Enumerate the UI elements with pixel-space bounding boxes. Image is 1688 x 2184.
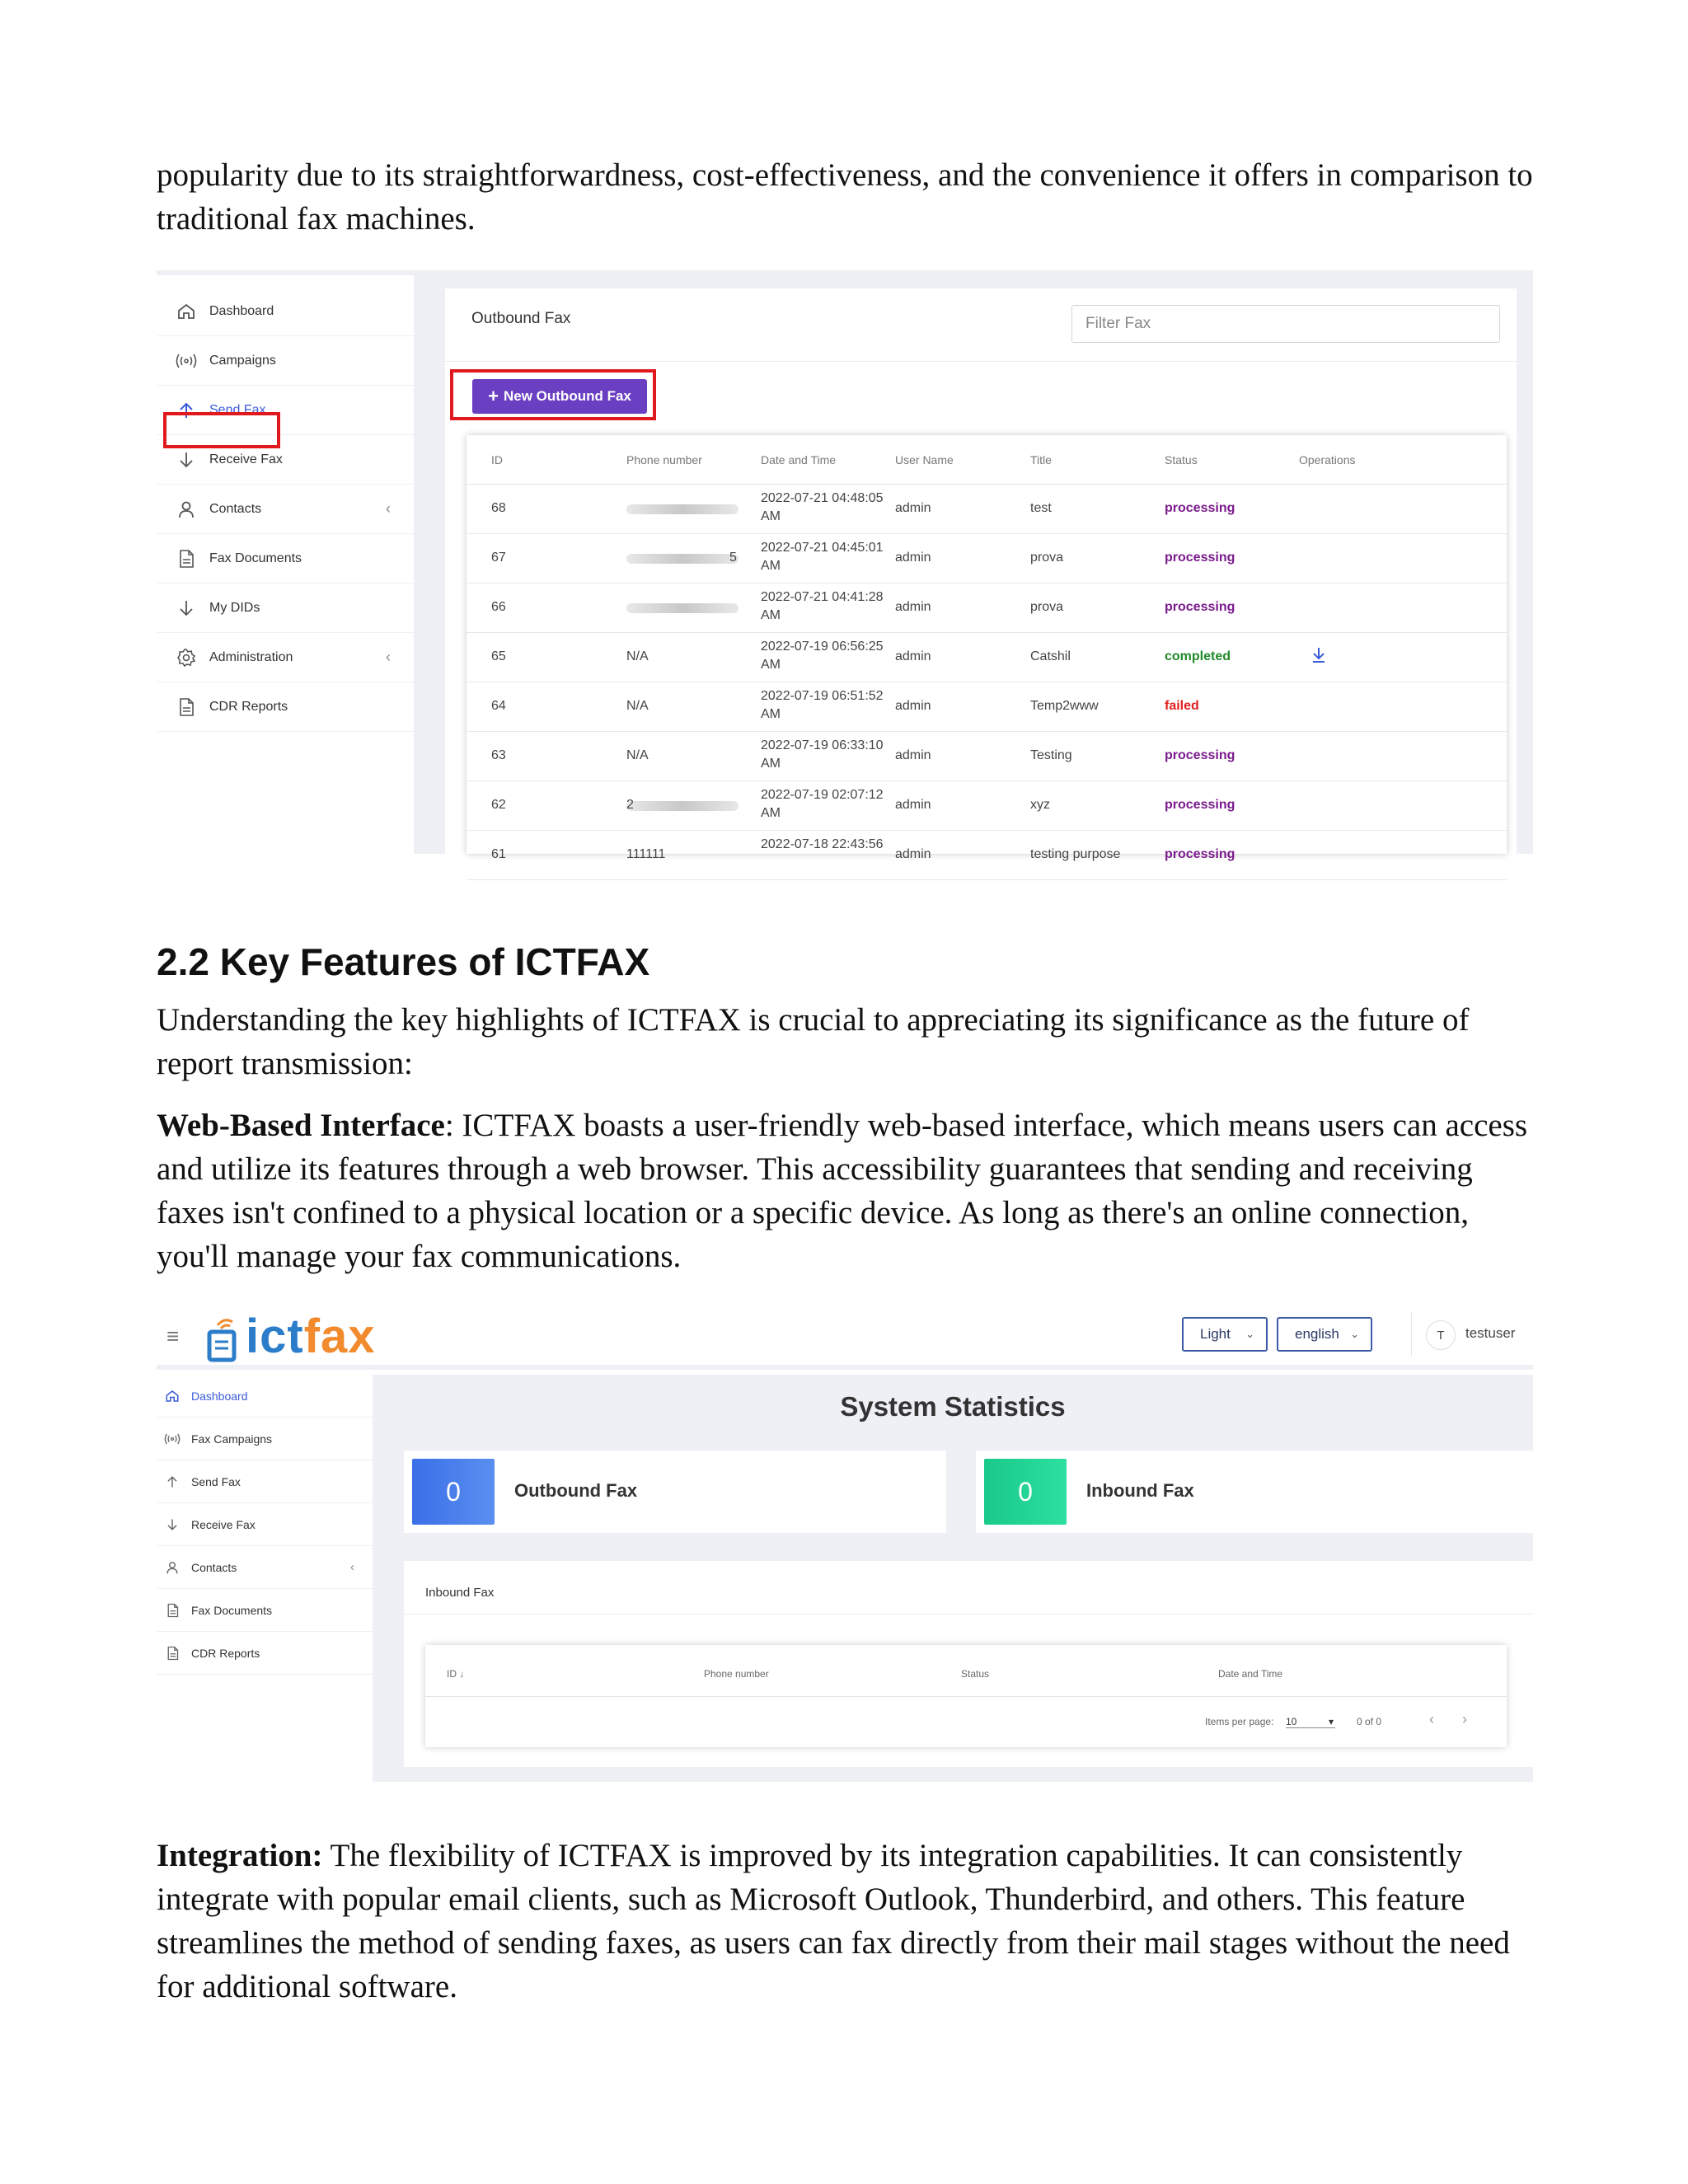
system-statistics-title: System Statistics xyxy=(840,1391,1066,1422)
filter-placeholder: Filter Fax xyxy=(1085,315,1151,332)
sidebar-item-label: Fax Documents xyxy=(191,1603,273,1617)
card-title: Outbound Fax xyxy=(471,310,571,327)
sidebar-item-dashboard[interactable] xyxy=(157,1375,373,1418)
blurred-phone xyxy=(626,554,738,564)
broadcast-icon xyxy=(175,349,198,373)
row-id: 68 xyxy=(491,501,506,515)
row-date: 2022-07-21 04:41:28 AM xyxy=(761,590,884,622)
new-outbound-fax-label: New Outbound Fax xyxy=(503,388,631,404)
row-phone: N/A xyxy=(626,649,649,663)
chevron-down-icon: ⌄ xyxy=(1245,1328,1254,1340)
broadcast-icon xyxy=(163,1430,181,1448)
row-status: failed xyxy=(1165,699,1199,713)
row-phone: 2 xyxy=(626,798,634,812)
column-header[interactable]: Status xyxy=(961,1668,990,1680)
row-date: 2022-07-21 04:48:05 AM xyxy=(761,491,884,523)
column-header[interactable]: Phone number xyxy=(626,453,702,466)
outbound-fax-table xyxy=(467,435,1507,861)
row-id: 63 xyxy=(491,748,506,762)
items-per-page-label: Items per page: xyxy=(1205,1716,1274,1727)
chevron-left-icon: ‹ xyxy=(350,1560,354,1574)
blurred-phone xyxy=(626,801,738,811)
new-outbound-fax-button[interactable] xyxy=(472,379,647,414)
sidebar-item-fax-documents[interactable] xyxy=(157,534,414,583)
download-icon[interactable] xyxy=(1311,646,1327,668)
outbound-fax-screenshot xyxy=(157,270,1533,861)
arrow-down-icon xyxy=(175,597,198,620)
theme-select[interactable] xyxy=(1182,1317,1268,1352)
sidebar-item-cdr-reports[interactable] xyxy=(157,682,414,732)
sidebar-item-label: Fax Campaigns xyxy=(191,1432,273,1446)
chevron-left-icon: ‹ xyxy=(386,649,391,665)
row-title: prova xyxy=(1030,551,1064,565)
row-date: 2022-07-21 04:45:01 AM xyxy=(761,541,884,573)
row-user: admin xyxy=(895,649,931,663)
logo: ictfax xyxy=(246,1310,376,1363)
integration-text: The flexibility of ICTFAX is improved by its integration capabilities. It can consistently integrate with popular email clients, such as Microsoft Outlook, Thunderbird, and others. This feature streamlines the method of sending faxes, as users can fax directly from their mail stages without the need for additional software. xyxy=(157,1838,1510,2004)
row-user: admin xyxy=(895,748,931,762)
table-row[interactable] xyxy=(467,732,1507,781)
row-id: 61 xyxy=(491,847,506,861)
row-phone: 5 xyxy=(729,551,737,565)
language-select[interactable] xyxy=(1277,1317,1372,1352)
sidebar-item-label: CDR Reports xyxy=(191,1646,260,1660)
row-user: admin xyxy=(895,847,931,861)
arrow-down-icon xyxy=(175,448,198,471)
row-status: processing xyxy=(1165,551,1236,565)
dropdown-arrow-icon: ▾ xyxy=(1328,1716,1334,1727)
sidebar-item-label: Receive Fax xyxy=(191,1517,256,1531)
column-header-id[interactable]: ID ↓ xyxy=(447,1668,465,1680)
arrow-up-icon xyxy=(163,1473,181,1491)
column-header[interactable]: ID xyxy=(491,453,503,466)
row-id: 65 xyxy=(491,649,506,663)
row-date: 2022-07-19 06:56:25 AM xyxy=(761,640,884,672)
table-row[interactable] xyxy=(467,781,1507,831)
row-phone: N/A xyxy=(626,748,649,762)
inbound-label: Inbound Fax xyxy=(1086,1480,1194,1501)
intro-paragraph: popularity due to its straightforwardness, cost-effectiveness, and the convenience it offers in comparison to traditional fax machines. xyxy=(157,157,1533,237)
outbound-label: Outbound Fax xyxy=(514,1480,638,1501)
web-interface-paragraph xyxy=(157,1104,1541,1278)
sidebar-item-contacts[interactable] xyxy=(157,1546,373,1589)
highlight-box xyxy=(163,412,280,448)
integration-paragraph xyxy=(157,1834,1541,2008)
row-title: Catshil xyxy=(1030,649,1071,663)
row-user: admin xyxy=(895,501,931,515)
section-intro-paragraph: Understanding the key highlights of ICTFAX is crucial to appreciating its significance as the future of report transmission: xyxy=(157,1002,1470,1081)
sidebar-item-label: Contacts xyxy=(191,1560,237,1574)
column-header[interactable]: Operations xyxy=(1299,453,1356,466)
row-status: processing xyxy=(1165,501,1236,515)
row-user: admin xyxy=(895,600,931,614)
inbound-count: 0 xyxy=(984,1459,1067,1525)
sidebar-item-campaigns[interactable] xyxy=(157,336,414,386)
table-row[interactable] xyxy=(467,583,1507,633)
row-title: Testing xyxy=(1030,748,1072,762)
sidebar-item-label: Send Fax xyxy=(209,402,266,417)
logo-document-icon xyxy=(206,1315,242,1366)
hamburger-menu-icon[interactable]: ≡ xyxy=(166,1324,180,1348)
sidebar-item-label: Fax Documents xyxy=(209,551,302,565)
home-icon xyxy=(163,1387,181,1405)
table-header xyxy=(467,435,1507,485)
row-user: admin xyxy=(895,699,931,713)
sidebar-item-label: Contacts xyxy=(209,501,262,516)
sidebar-item-label: Send Fax xyxy=(191,1474,241,1488)
web-interface-text: : ICTFAX boasts a user-friendly web-based interface, which means users can access and utilize its features through a web browser. This accessibility guarantees that sending and receiving faxes isn't confined to a physical location or a specific device. As long as there's an online connection, you'll manage your fax communications. xyxy=(157,1108,1528,1274)
row-phone: 111111 xyxy=(626,847,666,861)
filter-fax-input[interactable] xyxy=(1071,305,1500,343)
avatar[interactable]: T xyxy=(1426,1320,1456,1350)
pagination-range: 0 of 0 xyxy=(1357,1716,1382,1727)
sidebar-item-label: My DIDs xyxy=(209,600,260,615)
document-icon xyxy=(175,696,198,719)
chevron-down-icon: ⌄ xyxy=(1350,1328,1359,1340)
row-title: test xyxy=(1030,501,1052,515)
table-row[interactable] xyxy=(467,633,1507,682)
inbound-fax-table xyxy=(425,1645,1507,1747)
section-heading: 2.2 Key Features of ICTFAX xyxy=(157,940,650,983)
row-user: admin xyxy=(895,551,931,565)
sidebar-item-administration[interactable] xyxy=(157,633,414,682)
row-status: completed xyxy=(1165,649,1231,663)
next-page-icon[interactable]: › xyxy=(1462,1711,1467,1727)
arrow-down-icon xyxy=(163,1516,181,1534)
document-icon xyxy=(163,1601,181,1619)
row-date: 2022-07-18 22:43:56 xyxy=(761,837,884,851)
column-header[interactable]: Date and Time xyxy=(1218,1668,1283,1680)
row-date: 2022-07-19 06:33:10 AM xyxy=(761,738,884,771)
user-icon xyxy=(175,498,198,521)
sidebar-item-cdr-reports[interactable] xyxy=(157,1632,373,1675)
row-title: prova xyxy=(1030,600,1064,614)
row-title: Temp2www xyxy=(1030,699,1099,713)
row-status: processing xyxy=(1165,748,1236,762)
username[interactable]: testuser xyxy=(1465,1325,1516,1341)
row-date: 2022-07-19 02:07:12 AM xyxy=(761,788,884,820)
row-date: 2022-07-19 06:51:52 AM xyxy=(761,689,884,721)
sidebar-item-label: CDR Reports xyxy=(209,699,288,714)
sidebar-item-contacts[interactable] xyxy=(157,485,414,534)
theme-select-value: Light xyxy=(1200,1326,1231,1342)
column-header[interactable]: User Name xyxy=(895,453,954,466)
items-per-page-select[interactable]: 10 ▾ xyxy=(1286,1716,1334,1727)
blurred-phone xyxy=(626,504,738,514)
table-row[interactable] xyxy=(467,534,1507,583)
sidebar-item-my-dids[interactable] xyxy=(157,583,414,633)
sidebar-item-label: Receive Fax xyxy=(209,452,283,466)
plus-icon: + xyxy=(488,386,499,406)
inbound-fax-stat[interactable] xyxy=(976,1451,1533,1533)
gear-icon xyxy=(175,646,198,669)
row-status: processing xyxy=(1165,847,1236,861)
column-header[interactable]: Date and Time xyxy=(761,453,837,466)
row-status: processing xyxy=(1165,600,1236,614)
previous-page-icon[interactable]: ‹ xyxy=(1429,1711,1434,1727)
chevron-left-icon: ‹ xyxy=(386,500,391,517)
row-status: processing xyxy=(1165,798,1236,812)
outbound-fax-stat[interactable] xyxy=(404,1451,946,1533)
sidebar-item-label: Dashboard xyxy=(191,1389,248,1403)
row-phone: N/A xyxy=(626,699,649,713)
row-id: 64 xyxy=(491,699,506,713)
sidebar-item-label: Dashboard xyxy=(209,303,274,318)
integration-label: Integration: xyxy=(157,1838,323,1873)
sidebar-item-send-fax[interactable] xyxy=(157,1460,373,1503)
sidebar-item-fax-documents[interactable] xyxy=(157,1589,373,1632)
sidebar-item-dashboard[interactable] xyxy=(157,287,414,336)
sidebar-item-label: Administration xyxy=(209,649,293,664)
language-select-value: english xyxy=(1295,1326,1339,1342)
outbound-count: 0 xyxy=(412,1459,495,1525)
table-row[interactable] xyxy=(467,485,1507,534)
dashboard-screenshot xyxy=(157,1304,1533,1782)
row-id: 62 xyxy=(491,798,506,812)
row-id: 67 xyxy=(491,551,506,565)
table-row[interactable] xyxy=(467,831,1507,880)
row-user: admin xyxy=(895,798,931,812)
row-title: xyz xyxy=(1030,798,1050,812)
column-header[interactable]: Status xyxy=(1165,453,1198,466)
row-id: 66 xyxy=(491,600,506,614)
home-icon xyxy=(175,300,198,323)
inbound-card-title: Inbound Fax xyxy=(425,1586,495,1600)
table-row[interactable] xyxy=(467,682,1507,732)
column-header[interactable]: Title xyxy=(1030,453,1052,466)
column-header[interactable]: Phone number xyxy=(704,1668,769,1680)
sidebar-item-receive-fax[interactable] xyxy=(157,1503,373,1546)
web-interface-label: Web-Based Interface xyxy=(157,1108,445,1143)
user-icon xyxy=(163,1558,181,1577)
sidebar-item-label: Campaigns xyxy=(209,353,276,368)
blurred-phone xyxy=(626,603,738,613)
document-icon xyxy=(163,1644,181,1662)
sort-down-icon: ↓ xyxy=(459,1668,465,1680)
sidebar-item-fax-campaigns[interactable] xyxy=(157,1418,373,1460)
row-title: testing purpose xyxy=(1030,847,1121,861)
document-icon xyxy=(175,547,198,570)
